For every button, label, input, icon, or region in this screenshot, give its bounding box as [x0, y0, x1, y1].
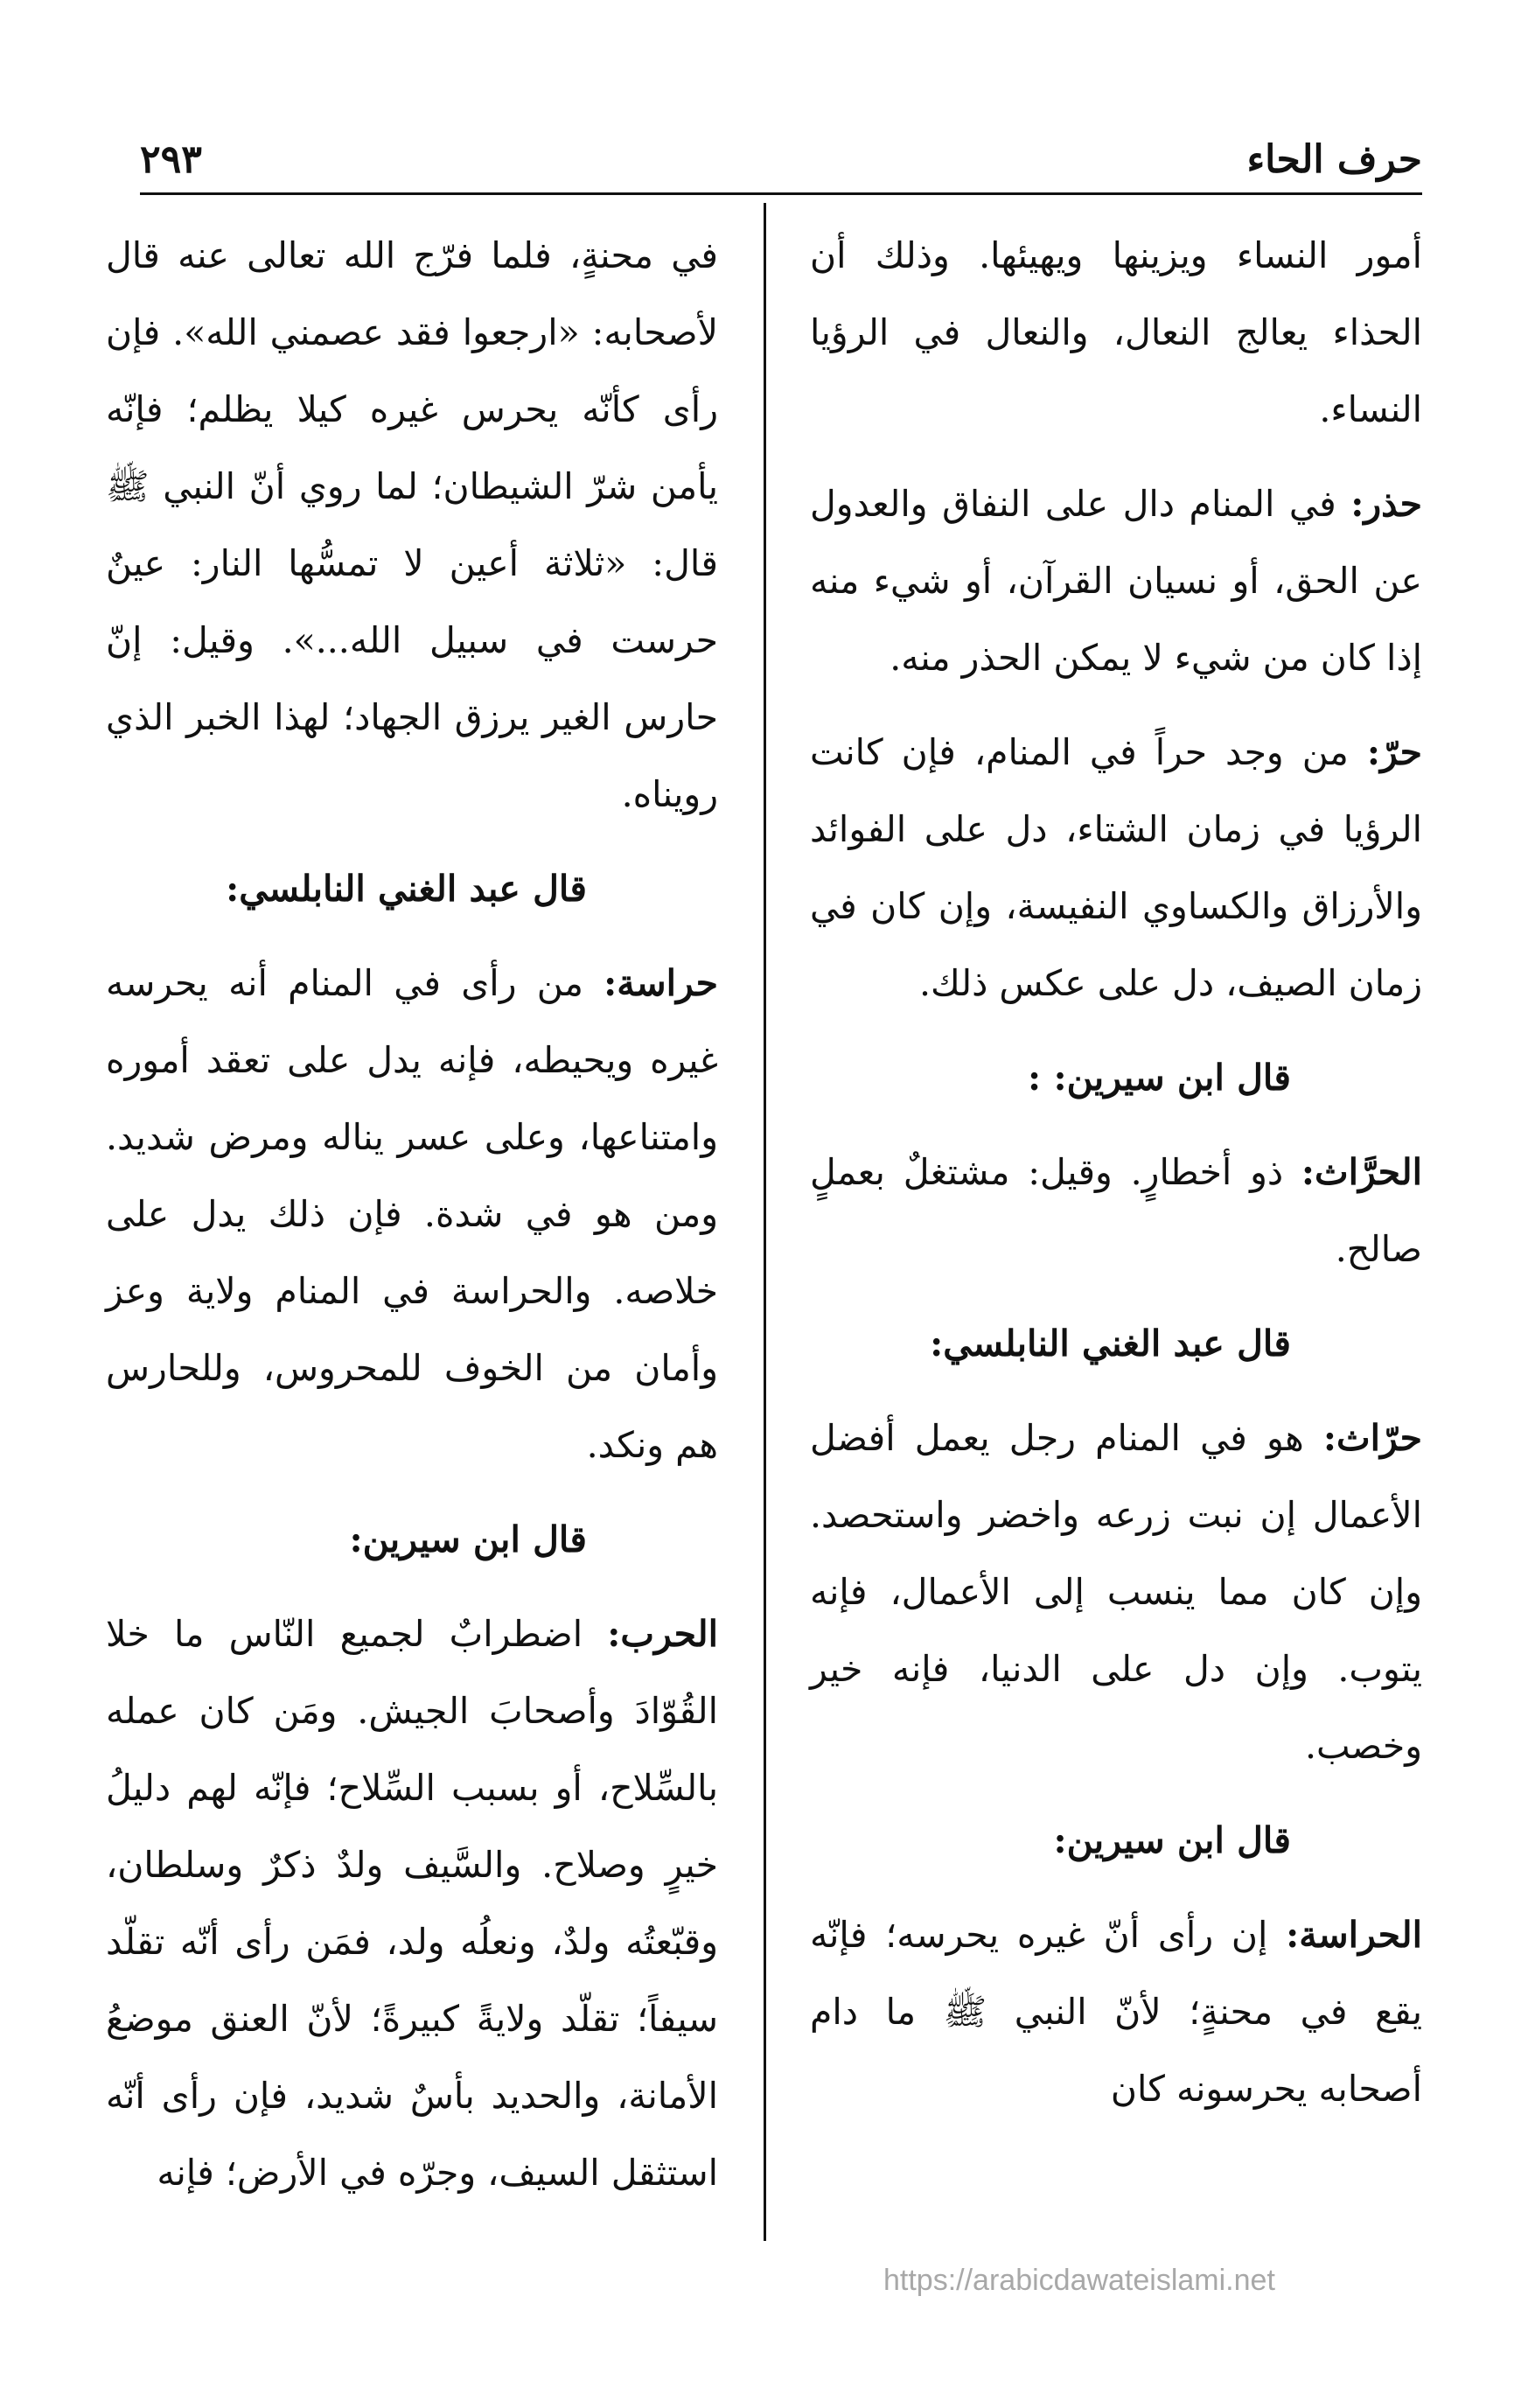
right-column [810, 217, 1422, 2145]
column-divider [764, 203, 766, 2241]
entry-text: ذو أخطارٍ. وقيل: مشتغلٌ بعملٍ صالح. [810, 1151, 1422, 1270]
watermark-url: https://arabicdawateislami.net [883, 2264, 1275, 2297]
entry-text: من وجد حراً في المنام، فإن كانت الرؤيا في زمان الشتاء، دل على الفوائد والأرزاق والكساوي النفيسة، وإن كان في زمان الصيف، دل على عكس ذلك. [810, 731, 1422, 1004]
entry-term: الحراسة: [1286, 1914, 1422, 1956]
page-number: ٢٩٣ [140, 137, 202, 182]
entry-term: الحرب: [607, 1613, 718, 1655]
entry-text: اضطرابٌ لجميع النّاس ما خلا القُوّادَ وأصحابَ الجيش. ومَن كان عمله بالسِّلاح، أو بسبب السِّلاح؛ فإنّه لهم دليلُ خيرٍ وصلاح. والسَّيف ولدٌ ذكرٌ وسلطان، وقبّعتُه ولدٌ، ونعلُه ولد، فمَن رأى أنّه تقلّد سيفاً؛ تقلّد ولايةً كبيرةً؛ لأنّ العنق موضعُ الأمانة، والحديد بأسٌ شديد، فإن رأى أنّه استثقل السيف، وجرّه في الأرض؛ فإنه [106, 1613, 718, 2194]
left-column [106, 217, 718, 2229]
paragraph: أمور النساء ويزينها ويهيئها. وذلك أن الحذاء يعالج النعال، والنعال في الرؤيا النساء. [810, 234, 1422, 430]
entry-harb [106, 1595, 718, 2211]
entry-term: حرّ: [1366, 731, 1422, 773]
entry-harrath-2 [810, 1399, 1422, 1784]
entry-text: إن رأى أنّ غيره يحرسه؛ فإنّه يقع في محنةٍ؛ لأنّ النبي ﷺ ما دام أصحابه يحرسونه كان [810, 1914, 1422, 2110]
entry-text: هو في المنام رجل يعمل أفضل الأعمال إن نبت زرعه واخضر واستحصد. وإن كان مما ينسب إلى الأعمال، فإنه يتوب. وإن دل على الدنيا، فإنه خير وخصب. [810, 1417, 1422, 1767]
page-header [140, 131, 1422, 195]
paragraph: في محنةٍ، فلما فرّج الله تعالى عنه قال لأصحابه: «ارجعوا فقد عصمني الله». فإن رأى كأنّه يحرس غيره كيلا يظلم؛ فإنّه يأمن شرّ الشيطان؛ لما روي أنّ النبي ﷺ قال: «ثلاثة أعين لا تمسُّها النار: عينٌ حرست في سبيل الله...». وقيل: إنّ حارس الغير يرزق الجهاد؛ لهذا الخبر الذي رويناه. [106, 234, 718, 815]
running-title: حرف الحاء [1246, 137, 1422, 182]
section-heading: قال عبد الغني النابلسي: [226, 868, 587, 910]
entry-harr [810, 714, 1422, 1022]
entry-term: حراسة: [604, 962, 718, 1004]
entry-term: حرّاث: [1322, 1417, 1422, 1459]
entry-hirasa [810, 1896, 1422, 2127]
section-heading: قال عبد الغني النابلسي: [930, 1323, 1291, 1365]
entry-term: الحرَّاث: [1301, 1151, 1422, 1193]
entry-harrath [810, 1134, 1422, 1288]
entry-term: حذر: [1350, 483, 1422, 525]
entry-hirasa-2 [106, 945, 718, 1483]
entry-text: في المنام دال على النفاق والعدول عن الحق، أو نسيان القرآن، أو شيء منه إذا كان من شيء لا يمكن الحذر منه. [810, 483, 1422, 679]
section-heading: قال ابن سيرين: [1053, 1819, 1291, 1861]
entry-hadhar [810, 465, 1422, 696]
entry-text: من رأى في المنام أنه يحرسه غيره ويحيطه، فإنه يدل على تعقد أموره وامتناعها، وعلى عسر يناله ومرض شديد. ومن هو في شدة. فإن ذلك يدل على خلاصه. والحراسة في المنام ولاية وعز وأمان من الخوف للمحروس، وللحارس هم ونكد. [106, 962, 718, 1466]
section-heading: قال ابن سيرين: [349, 1518, 587, 1560]
section-heading: قال ابن سيرين: : [1028, 1057, 1291, 1099]
